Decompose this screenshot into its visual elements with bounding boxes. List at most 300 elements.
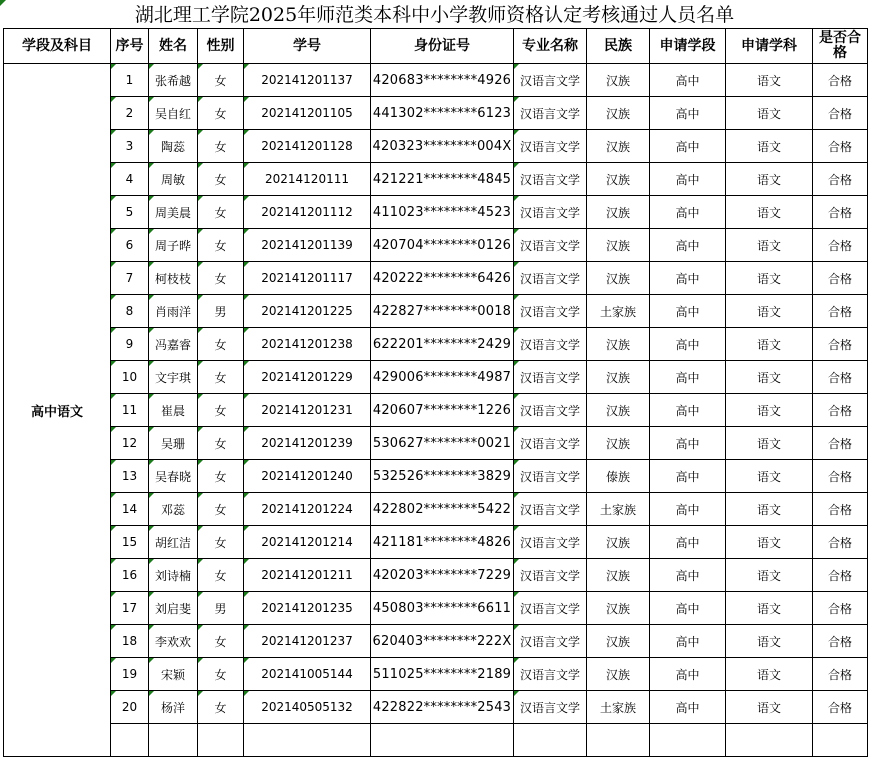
cell-id-card	[371, 526, 514, 559]
header-category: 学段及科目	[4, 29, 111, 64]
cell-result-text: 合格	[827, 535, 852, 550]
cell-student-id	[244, 328, 371, 361]
cell-ethnicity	[587, 526, 650, 559]
cell-seq	[111, 460, 149, 493]
cell-apply-level-text: 高中	[675, 73, 700, 88]
cell-result-text: 合格	[827, 304, 852, 319]
cell-gender	[198, 592, 244, 625]
header-apply-subject: 申请学科	[726, 29, 813, 64]
empty-cell	[371, 724, 514, 757]
cell-id-card	[371, 196, 514, 229]
cell-student-id-text: 202141201112	[261, 205, 353, 219]
cell-major-text: 汉语言文学	[519, 205, 580, 220]
cell-apply-level-text: 高中	[675, 271, 700, 286]
cell-marker-icon	[244, 625, 249, 630]
cell-seq-text: 16	[121, 568, 138, 582]
table-row	[4, 196, 868, 229]
cell-gender-text: 女	[214, 436, 227, 451]
cell-result	[813, 592, 868, 625]
cell-student-id-text: 20214120111	[265, 172, 349, 186]
cell-apply-level-text: 高中	[675, 403, 700, 418]
cell-ethnicity-text: 汉族	[605, 73, 630, 88]
cell-name-text: 周敏	[160, 172, 185, 187]
cell-name-text: 刘启斐	[154, 601, 191, 616]
cell-major	[514, 559, 587, 592]
cell-major	[514, 592, 587, 625]
cell-seq	[111, 691, 149, 724]
cell-gender	[198, 460, 244, 493]
cell-name-text: 吴春晓	[154, 469, 191, 484]
cell-gender-text: 女	[214, 172, 227, 187]
cell-name-text: 柯枝枝	[154, 271, 191, 286]
cell-result-text: 合格	[827, 601, 852, 616]
cell-major-text: 汉语言文学	[519, 106, 580, 121]
cell-major-text: 汉语言文学	[519, 304, 580, 319]
cell-major-text: 汉语言文学	[519, 238, 580, 253]
cell-gender	[198, 394, 244, 427]
cell-student-id-text: 202141201240	[261, 469, 353, 483]
cell-seq-text: 17	[121, 601, 138, 615]
cell-apply-subject-text: 语文	[756, 568, 781, 583]
cell-gender	[198, 328, 244, 361]
cell-id-card-text: 420607********1226	[372, 402, 512, 418]
cell-marker-icon	[244, 691, 249, 696]
empty-cell	[514, 724, 587, 757]
cell-apply-subject	[726, 130, 813, 163]
cell-marker-icon	[514, 460, 519, 465]
cell-apply-subject-text: 语文	[756, 304, 781, 319]
cell-apply-level-text: 高中	[675, 139, 700, 154]
header-seq: 序号	[111, 29, 149, 64]
cell-marker-icon	[244, 427, 249, 432]
cell-student-id-text: 202141201231	[261, 403, 353, 417]
cell-apply-level	[650, 163, 726, 196]
cell-name-text: 邓蕊	[160, 502, 185, 517]
cell-ethnicity-text: 汉族	[605, 370, 630, 385]
cell-marker-icon	[244, 559, 249, 564]
cell-apply-level-text: 高中	[675, 469, 700, 484]
cell-apply-subject	[726, 658, 813, 691]
cell-gender	[198, 361, 244, 394]
cell-major-text: 汉语言文学	[519, 601, 580, 616]
cell-marker-icon	[514, 97, 519, 102]
cell-result	[813, 328, 868, 361]
cell-result-text: 合格	[827, 403, 852, 418]
cell-gender	[198, 229, 244, 262]
cell-ethnicity-text: 汉族	[605, 271, 630, 286]
cell-gender	[198, 130, 244, 163]
cell-apply-subject-text: 语文	[756, 271, 781, 286]
cell-result	[813, 229, 868, 262]
cell-student-id	[244, 97, 371, 130]
cell-ethnicity-text: 汉族	[605, 238, 630, 253]
cell-apply-level-text: 高中	[675, 106, 700, 121]
cell-name	[149, 460, 198, 493]
header-row	[4, 29, 868, 64]
empty-cell	[650, 724, 726, 757]
cell-student-id-text: 202141201235	[261, 601, 353, 615]
table-row	[4, 724, 868, 757]
cell-apply-subject	[726, 394, 813, 427]
cell-ethnicity-text: 土家族	[599, 304, 636, 319]
cell-id-card-text: 429006********4987	[372, 369, 512, 385]
cell-seq-text: 15	[121, 535, 138, 549]
cell-id-card-text: 420683********4926	[372, 72, 512, 88]
cell-apply-subject-text: 语文	[756, 337, 781, 352]
cell-id-card	[371, 460, 514, 493]
cell-marker-icon	[198, 130, 203, 135]
cell-apply-subject	[726, 559, 813, 592]
cell-result	[813, 163, 868, 196]
cell-marker-icon	[111, 658, 116, 663]
cell-marker-icon	[111, 328, 116, 333]
cell-seq	[111, 592, 149, 625]
cell-apply-level	[650, 460, 726, 493]
cell-seq	[111, 361, 149, 394]
cell-marker-icon	[244, 460, 249, 465]
cell-result-text: 合格	[827, 502, 852, 517]
cell-student-id	[244, 295, 371, 328]
cell-marker-icon	[244, 130, 249, 135]
cell-result	[813, 361, 868, 394]
cell-apply-subject-text: 语文	[756, 106, 781, 121]
cell-name-text: 张希越	[154, 73, 191, 88]
cell-apply-subject-text: 语文	[756, 502, 781, 517]
table-row	[4, 328, 868, 361]
cell-marker-icon	[514, 625, 519, 630]
cell-student-id-text: 202141005144	[261, 667, 353, 681]
cell-major-text: 汉语言文学	[519, 403, 580, 418]
cell-id-card	[371, 427, 514, 460]
cell-major	[514, 526, 587, 559]
cell-id-card	[371, 328, 514, 361]
table-row	[4, 97, 868, 130]
cell-major-text: 汉语言文学	[519, 568, 580, 583]
cell-apply-subject	[726, 427, 813, 460]
cell-apply-subject	[726, 361, 813, 394]
cell-marker-icon	[198, 658, 203, 663]
cell-apply-level	[650, 625, 726, 658]
roster-table	[3, 28, 868, 757]
empty-cell	[198, 724, 244, 757]
cell-marker-icon	[514, 559, 519, 564]
cell-ethnicity	[587, 658, 650, 691]
cell-marker-icon	[244, 328, 249, 333]
cell-marker-icon	[198, 97, 203, 102]
cell-apply-subject	[726, 295, 813, 328]
header-student-id: 学号	[244, 29, 371, 64]
cell-ethnicity	[587, 295, 650, 328]
table-row	[4, 64, 868, 97]
cell-apply-level	[650, 130, 726, 163]
cell-student-id-text: 202140505132	[261, 700, 353, 714]
cell-marker-icon	[111, 163, 116, 168]
cell-marker-icon	[149, 295, 154, 300]
empty-cell	[149, 724, 198, 757]
cell-name	[149, 64, 198, 97]
empty-cell	[813, 724, 868, 757]
cell-gender-text: 男	[214, 304, 227, 319]
cell-student-id	[244, 163, 371, 196]
cell-ethnicity	[587, 97, 650, 130]
cell-id-card-text: 420203********7229	[372, 567, 512, 583]
cell-seq-text: 7	[125, 271, 134, 285]
cell-apply-level	[650, 64, 726, 97]
cell-marker-icon	[111, 196, 116, 201]
cell-ethnicity-text: 汉族	[605, 403, 630, 418]
cell-marker-icon	[244, 295, 249, 300]
cell-student-id	[244, 262, 371, 295]
cell-marker-icon	[514, 295, 519, 300]
cell-major-text: 汉语言文学	[519, 502, 580, 517]
cell-apply-level	[650, 427, 726, 460]
cell-student-id	[244, 196, 371, 229]
cell-name	[149, 295, 198, 328]
cell-ethnicity-text: 汉族	[605, 634, 630, 649]
cell-gender	[198, 163, 244, 196]
cell-marker-icon	[198, 691, 203, 696]
cell-apply-subject	[726, 691, 813, 724]
cell-apply-subject	[726, 262, 813, 295]
cell-result	[813, 262, 868, 295]
table-row	[4, 625, 868, 658]
cell-result	[813, 196, 868, 229]
cell-ethnicity	[587, 493, 650, 526]
cell-marker-icon	[514, 163, 519, 168]
cell-apply-subject-text: 语文	[756, 238, 781, 253]
cell-marker-icon	[514, 493, 519, 498]
cell-apply-subject-text: 语文	[756, 634, 781, 649]
cell-apply-subject-text: 语文	[756, 667, 781, 682]
table-row	[4, 295, 868, 328]
cell-id-card-text: 422827********0018	[372, 303, 512, 319]
cell-ethnicity	[587, 328, 650, 361]
cell-marker-icon	[111, 625, 116, 630]
cell-marker-icon	[198, 262, 203, 267]
cell-ethnicity-text: 土家族	[599, 700, 636, 715]
cell-marker-icon	[111, 229, 116, 234]
cell-apply-level	[650, 394, 726, 427]
table-row	[4, 163, 868, 196]
cell-major-text: 汉语言文学	[519, 337, 580, 352]
cell-result-text: 合格	[827, 139, 852, 154]
cell-seq	[111, 625, 149, 658]
cell-seq-text: 18	[121, 634, 138, 648]
cell-apply-level	[650, 196, 726, 229]
cell-id-card-text: 450803********6611	[372, 600, 512, 616]
table-row	[4, 130, 868, 163]
cell-apply-subject	[726, 592, 813, 625]
cell-marker-icon	[244, 493, 249, 498]
cell-marker-icon	[198, 625, 203, 630]
cell-major	[514, 196, 587, 229]
table-row	[4, 229, 868, 262]
cell-result	[813, 460, 868, 493]
cell-student-id	[244, 460, 371, 493]
cell-name	[149, 427, 198, 460]
cell-result-text: 合格	[827, 370, 852, 385]
cell-student-id-text: 202141201229	[261, 370, 353, 384]
cell-marker-icon	[149, 559, 154, 564]
header-name: 姓名	[149, 29, 198, 64]
cell-apply-subject-text: 语文	[756, 139, 781, 154]
cell-marker-icon	[198, 526, 203, 531]
cell-seq	[111, 295, 149, 328]
cell-major	[514, 295, 587, 328]
cell-id-card	[371, 229, 514, 262]
cell-name	[149, 691, 198, 724]
cell-result	[813, 526, 868, 559]
cell-major	[514, 64, 587, 97]
cell-gender	[198, 196, 244, 229]
cell-marker-icon	[198, 229, 203, 234]
cell-marker-icon	[244, 361, 249, 366]
cell-apply-level-text: 高中	[675, 700, 700, 715]
cell-apply-subject	[726, 625, 813, 658]
cell-result	[813, 427, 868, 460]
cell-seq	[111, 427, 149, 460]
cell-major	[514, 262, 587, 295]
cell-name	[149, 361, 198, 394]
cell-seq	[111, 97, 149, 130]
cell-apply-subject-text: 语文	[756, 601, 781, 616]
cell-apply-subject-text: 语文	[756, 370, 781, 385]
cell-student-id	[244, 592, 371, 625]
cell-marker-icon	[149, 163, 154, 168]
cell-student-id-text: 202141201238	[261, 337, 353, 351]
cell-marker-icon	[111, 460, 116, 465]
cell-marker-icon	[149, 229, 154, 234]
cell-ethnicity	[587, 460, 650, 493]
cell-ethnicity	[587, 196, 650, 229]
cell-seq-text: 12	[121, 436, 138, 450]
cell-marker-icon	[198, 64, 203, 69]
cell-ethnicity	[587, 130, 650, 163]
cell-ethnicity-text: 汉族	[605, 337, 630, 352]
cell-gender-text: 女	[214, 73, 227, 88]
cell-marker-icon	[514, 262, 519, 267]
cell-ethnicity-text: 汉族	[605, 601, 630, 616]
cell-major-text: 汉语言文学	[519, 535, 580, 550]
cell-major-text: 汉语言文学	[519, 700, 580, 715]
cell-major-text: 汉语言文学	[519, 73, 580, 88]
cell-name	[149, 328, 198, 361]
empty-cell	[726, 724, 813, 757]
cell-student-id	[244, 64, 371, 97]
cell-result	[813, 691, 868, 724]
cell-marker-icon	[244, 592, 249, 597]
cell-major	[514, 691, 587, 724]
cell-apply-level-text: 高中	[675, 304, 700, 319]
cell-ethnicity	[587, 394, 650, 427]
cell-student-id-text: 202141201117	[261, 271, 353, 285]
cell-marker-icon	[514, 658, 519, 663]
cell-name-text: 宋颖	[160, 667, 185, 682]
cell-marker-icon	[149, 625, 154, 630]
cell-apply-level	[650, 361, 726, 394]
cell-seq-text: 5	[125, 205, 134, 219]
cell-ethnicity-text: 土家族	[599, 502, 636, 517]
cell-id-card-text: 421221********4845	[372, 171, 512, 187]
cell-major-text: 汉语言文学	[519, 436, 580, 451]
cell-gender-text: 女	[214, 502, 227, 517]
cell-seq-text: 13	[121, 469, 138, 483]
cell-major-text: 汉语言文学	[519, 172, 580, 187]
cell-gender	[198, 526, 244, 559]
cell-marker-icon	[198, 163, 203, 168]
cell-result-text: 合格	[827, 172, 852, 187]
cell-ethnicity-text: 汉族	[605, 205, 630, 220]
cell-gender	[198, 427, 244, 460]
cell-result	[813, 625, 868, 658]
cell-apply-level	[650, 559, 726, 592]
cell-seq-text: 19	[121, 667, 138, 681]
table-row	[4, 691, 868, 724]
cell-result-text: 合格	[827, 469, 852, 484]
cell-apply-subject	[726, 97, 813, 130]
cell-student-id	[244, 493, 371, 526]
cell-id-card-text: 530627********0021	[372, 435, 512, 451]
cell-apply-level-text: 高中	[675, 337, 700, 352]
cell-student-id	[244, 526, 371, 559]
cell-seq	[111, 559, 149, 592]
cell-seq	[111, 130, 149, 163]
cell-gender-text: 女	[214, 403, 227, 418]
cell-marker-icon	[514, 64, 519, 69]
cell-result	[813, 130, 868, 163]
cell-name	[149, 493, 198, 526]
cell-apply-subject-text: 语文	[756, 205, 781, 220]
cell-gender	[198, 493, 244, 526]
table-row	[4, 427, 868, 460]
cell-marker-icon	[149, 328, 154, 333]
cell-student-id	[244, 559, 371, 592]
cell-marker-icon	[198, 394, 203, 399]
cell-marker-icon	[244, 262, 249, 267]
cell-marker-icon	[198, 493, 203, 498]
cell-id-card-text: 422802********5422	[372, 501, 512, 517]
cell-result	[813, 658, 868, 691]
cell-marker-icon	[111, 262, 116, 267]
cell-apply-subject-text: 语文	[756, 73, 781, 88]
header-ethnicity: 民族	[587, 29, 650, 64]
cell-gender-text: 女	[214, 469, 227, 484]
cell-marker-icon	[514, 130, 519, 135]
cell-ethnicity	[587, 229, 650, 262]
cell-name	[149, 130, 198, 163]
cell-marker-icon	[514, 592, 519, 597]
cell-result	[813, 64, 868, 97]
cell-marker-icon	[514, 229, 519, 234]
cell-ethnicity	[587, 427, 650, 460]
cell-marker-icon	[198, 328, 203, 333]
empty-cell	[244, 724, 371, 757]
cell-marker-icon	[198, 559, 203, 564]
cell-seq	[111, 64, 149, 97]
cell-student-id	[244, 691, 371, 724]
cell-apply-subject	[726, 328, 813, 361]
cell-seq	[111, 196, 149, 229]
cell-result	[813, 97, 868, 130]
cell-ethnicity-text: 汉族	[605, 139, 630, 154]
cell-id-card-text: 622201********2429	[372, 336, 512, 352]
cell-result-text: 合格	[827, 436, 852, 451]
cell-id-card	[371, 592, 514, 625]
cell-marker-icon	[198, 361, 203, 366]
cell-result-text: 合格	[827, 271, 852, 286]
cell-marker-icon	[514, 427, 519, 432]
cell-apply-level	[650, 295, 726, 328]
